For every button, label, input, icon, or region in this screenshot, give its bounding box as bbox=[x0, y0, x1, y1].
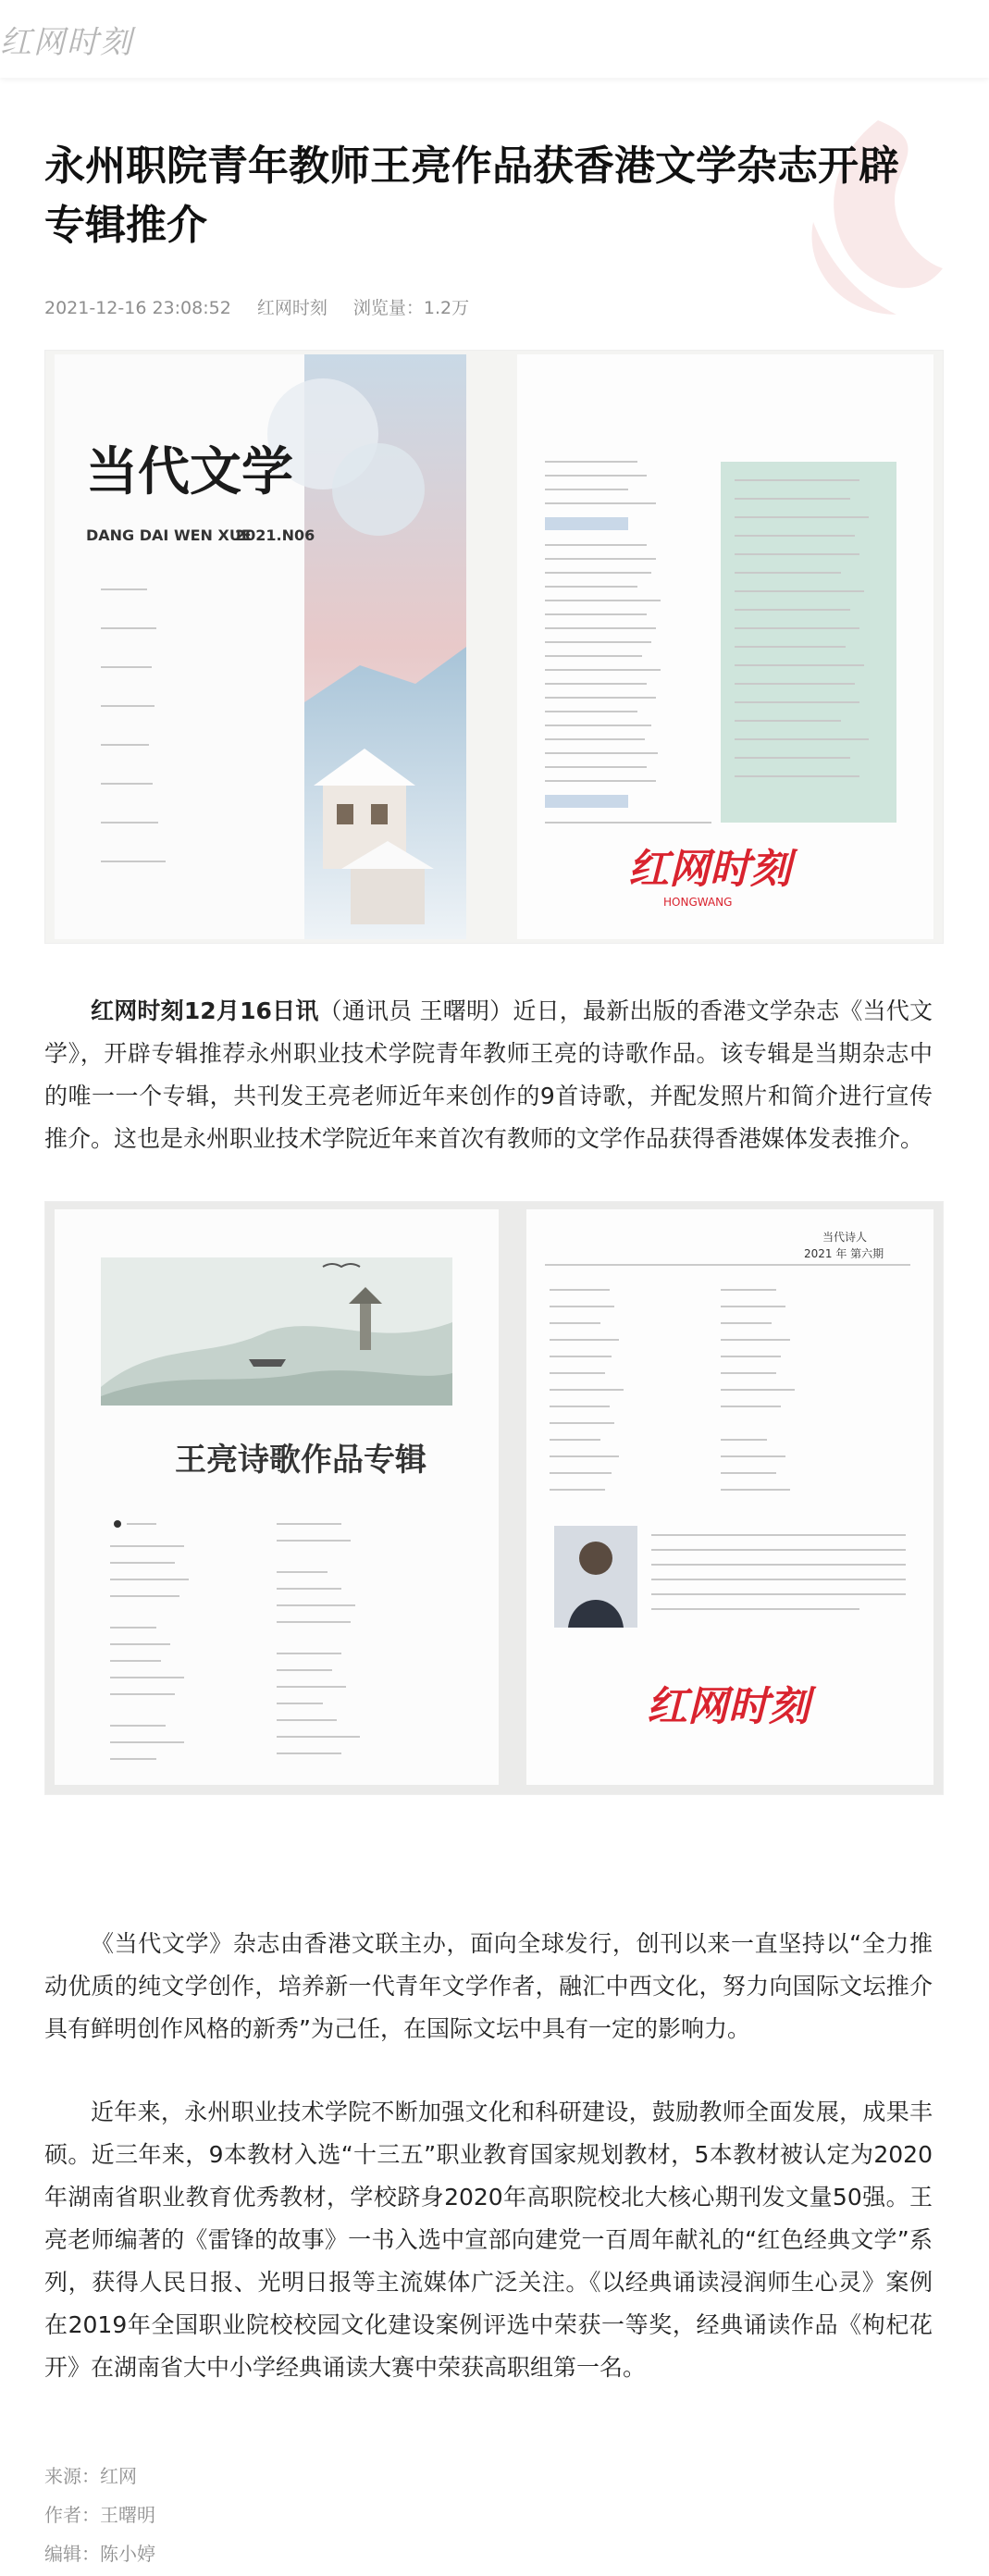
paragraph-1-lead: 红网时刻12月16日讯 bbox=[91, 997, 319, 1024]
poetry-album-illustration bbox=[45, 1202, 943, 1794]
publish-time: 2021-12-16 23:08:52 bbox=[44, 298, 231, 318]
page-header-title: 当代诗人 bbox=[822, 1231, 868, 1244]
watermark-logo-1: 红网时刻 bbox=[628, 846, 791, 893]
magazine-pinyin: DANG DAI WEN XUE bbox=[86, 526, 252, 544]
paragraph-1 bbox=[44, 990, 933, 1160]
footer-editor: 编辑：陈小婷 bbox=[44, 2543, 155, 2565]
site-logo[interactable]: 红网时刻 bbox=[0, 24, 133, 61]
article-meta bbox=[44, 294, 489, 319]
masthead-info-box bbox=[721, 462, 896, 823]
paragraph-3: 近年来，永州职业技术学院不断加强文化和科研建设，鼓励教师全面发展，成果丰硕。近三年来，9本教材入选“十三五”职业教育国家规划教材，5本教材被认定为2020年湖南省职业教育优秀教材，学校跻身2020年高职院校北大核心期刊发文量50强。王亮老师编著的《雷锋的故事》一书入选中宣部向建党一百周年献礼的“红色经典文学”系列，获得人民日报、光明日报等主流媒体广泛关注。《以经典诵读浸润师生心灵》案例在2019年全国职业院校校园文化建设案例评选中荣获一等奖，经典诵读作品《枸杞花开》在湖南省大中小学经典诵读大赛中荣获高职组第一名。 bbox=[44, 2099, 933, 2381]
magazine-name-text: 当代文学 bbox=[86, 441, 293, 502]
magazine-cover-image[interactable] bbox=[44, 350, 944, 944]
footer-source: 来源：红网 bbox=[44, 2465, 137, 2487]
magazine-cover-illustration bbox=[45, 351, 943, 943]
magazine-issue: 2021.N06 bbox=[235, 526, 315, 544]
album-title-text: 王亮诗歌作品专辑 bbox=[175, 1442, 427, 1479]
paragraph-1-text: （通讯员 王曙明）近日，最新出版的香港文学杂志《当代文学》，开辟专辑推荐永州职业技术学院青年教师王亮的诗歌作品。该专辑是当期杂志中的唯一一个专辑，共刊发王亮老师近年来创作的9首诗歌，并配发照片和简介进行宣传推介。这也是永州职业技术学院近年来首次有教师的文学作品获得香港媒体发表推介。 bbox=[44, 997, 933, 1152]
page-header-issue: 2021 年 第六期 bbox=[804, 1247, 884, 1260]
article-title: 永州职院青年教师王亮作品获香港文学杂志开辟专辑推介 bbox=[44, 142, 899, 249]
watermark-sub-1: HONGWANG bbox=[663, 896, 733, 909]
top-bar bbox=[0, 0, 989, 78]
watermark-logo-2: 红网时刻 bbox=[647, 1683, 810, 1730]
source-label[interactable]: 红网时刻 bbox=[256, 298, 328, 318]
view-count: 浏览量：1.2万 bbox=[352, 298, 470, 318]
poetry-album-image[interactable] bbox=[44, 1201, 944, 1795]
paragraph-2: 《当代文学》杂志由香港文联主办，面向全球发行，创刊以来一直坚持以“全力推动优质的纯文学创作，培养新一代青年文学作者，融汇中西文化，努力向国际文坛推介具有鲜明创作风格的新秀”为己任，在国际文坛中具有一定的影响力。 bbox=[44, 1930, 933, 2042]
footer-author: 作者：王曙明 bbox=[44, 2504, 155, 2526]
